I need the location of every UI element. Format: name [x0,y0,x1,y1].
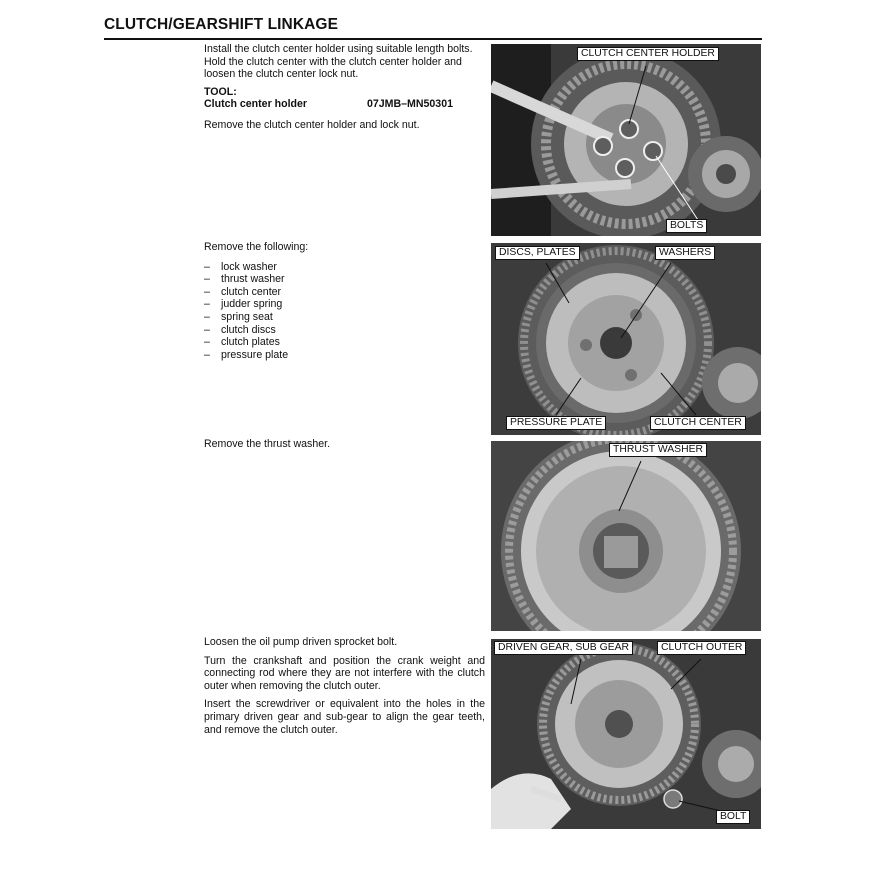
instruction-loosen-nut: Hold the clutch center with the clutch center holder and loosen the clutch center lock nut. [204,55,462,81]
remove-intro: Remove the following: [204,241,309,253]
photo-thrust-washer-illustration [491,441,761,631]
photo-clutch-center-holder-illustration [491,44,761,236]
photo-discs-plates [491,243,761,435]
photo-discs-plates-illustration [491,243,761,435]
instruction-turn-crankshaft: Turn the crankshaft and position the crank weight and connecting rod where they are not interfere with the clutch outer when removing the clutch outer. [204,654,485,692]
list-item: – clutch discs [204,324,485,337]
list-item: – clutch center [204,286,485,299]
tool-row [204,98,485,111]
photo-clutch-outer [491,639,761,829]
photo-thrust-washer [491,441,761,631]
list-item: – judder spring [204,298,485,311]
label-driven-gear-sub-gear: DRIVEN GEAR, SUB GEAR [494,641,633,655]
label-discs-plates: DISCS, PLATES [495,246,580,260]
label-thrust-washer: THRUST WASHER [609,443,707,457]
list-item: – pressure plate [204,349,485,362]
label-bolt: BOLT [716,810,750,824]
section-clutch-outer [204,636,485,742]
tool-name: Clutch center holder [204,98,308,111]
list-item: – clutch plates [204,336,485,349]
label-pressure-plate: PRESSURE PLATE [506,416,606,430]
page-title: CLUTCH/GEARSHIFT LINKAGE [104,16,339,33]
label-clutch-center: CLUTCH CENTER [650,416,746,430]
photo-clutch-center-holder [491,44,761,236]
list-item: – lock washer [204,261,485,274]
instruction-loosen-bolt: Loosen the oil pump driven sprocket bolt. [204,636,398,648]
section-remove-parts [204,241,485,361]
photo-clutch-outer-illustration [491,639,761,829]
label-clutch-outer: CLUTCH OUTER [657,641,746,655]
parts-list [204,261,485,362]
instruction-insert-screwdriver: Insert the screwdriver or equivalent into the holes in the primary driven gear and sub-gear to align the gear teeth, and remove the clutch outer. [204,698,485,736]
tool-number: 07JMB–MN50301 [367,98,453,111]
label-bolts: BOLTS [666,219,707,233]
label-clutch-center-holder: CLUTCH CENTER HOLDER [577,47,719,61]
section-thrust-washer [204,438,485,457]
instruction-remove-holder: Remove the clutch center holder and lock nut. [204,118,420,131]
section-holder-instructions [204,43,485,138]
instruction-install-holder: Install the clutch center holder using suitable length bolts. [204,43,473,55]
instruction-remove-thrust-washer: Remove the thrust washer. [204,438,331,450]
list-item: – spring seat [204,311,485,324]
page-header [104,14,762,40]
tool-heading: TOOL: [204,85,237,98]
label-washers: WASHERS [655,246,715,260]
list-item: – thrust washer [204,273,485,286]
